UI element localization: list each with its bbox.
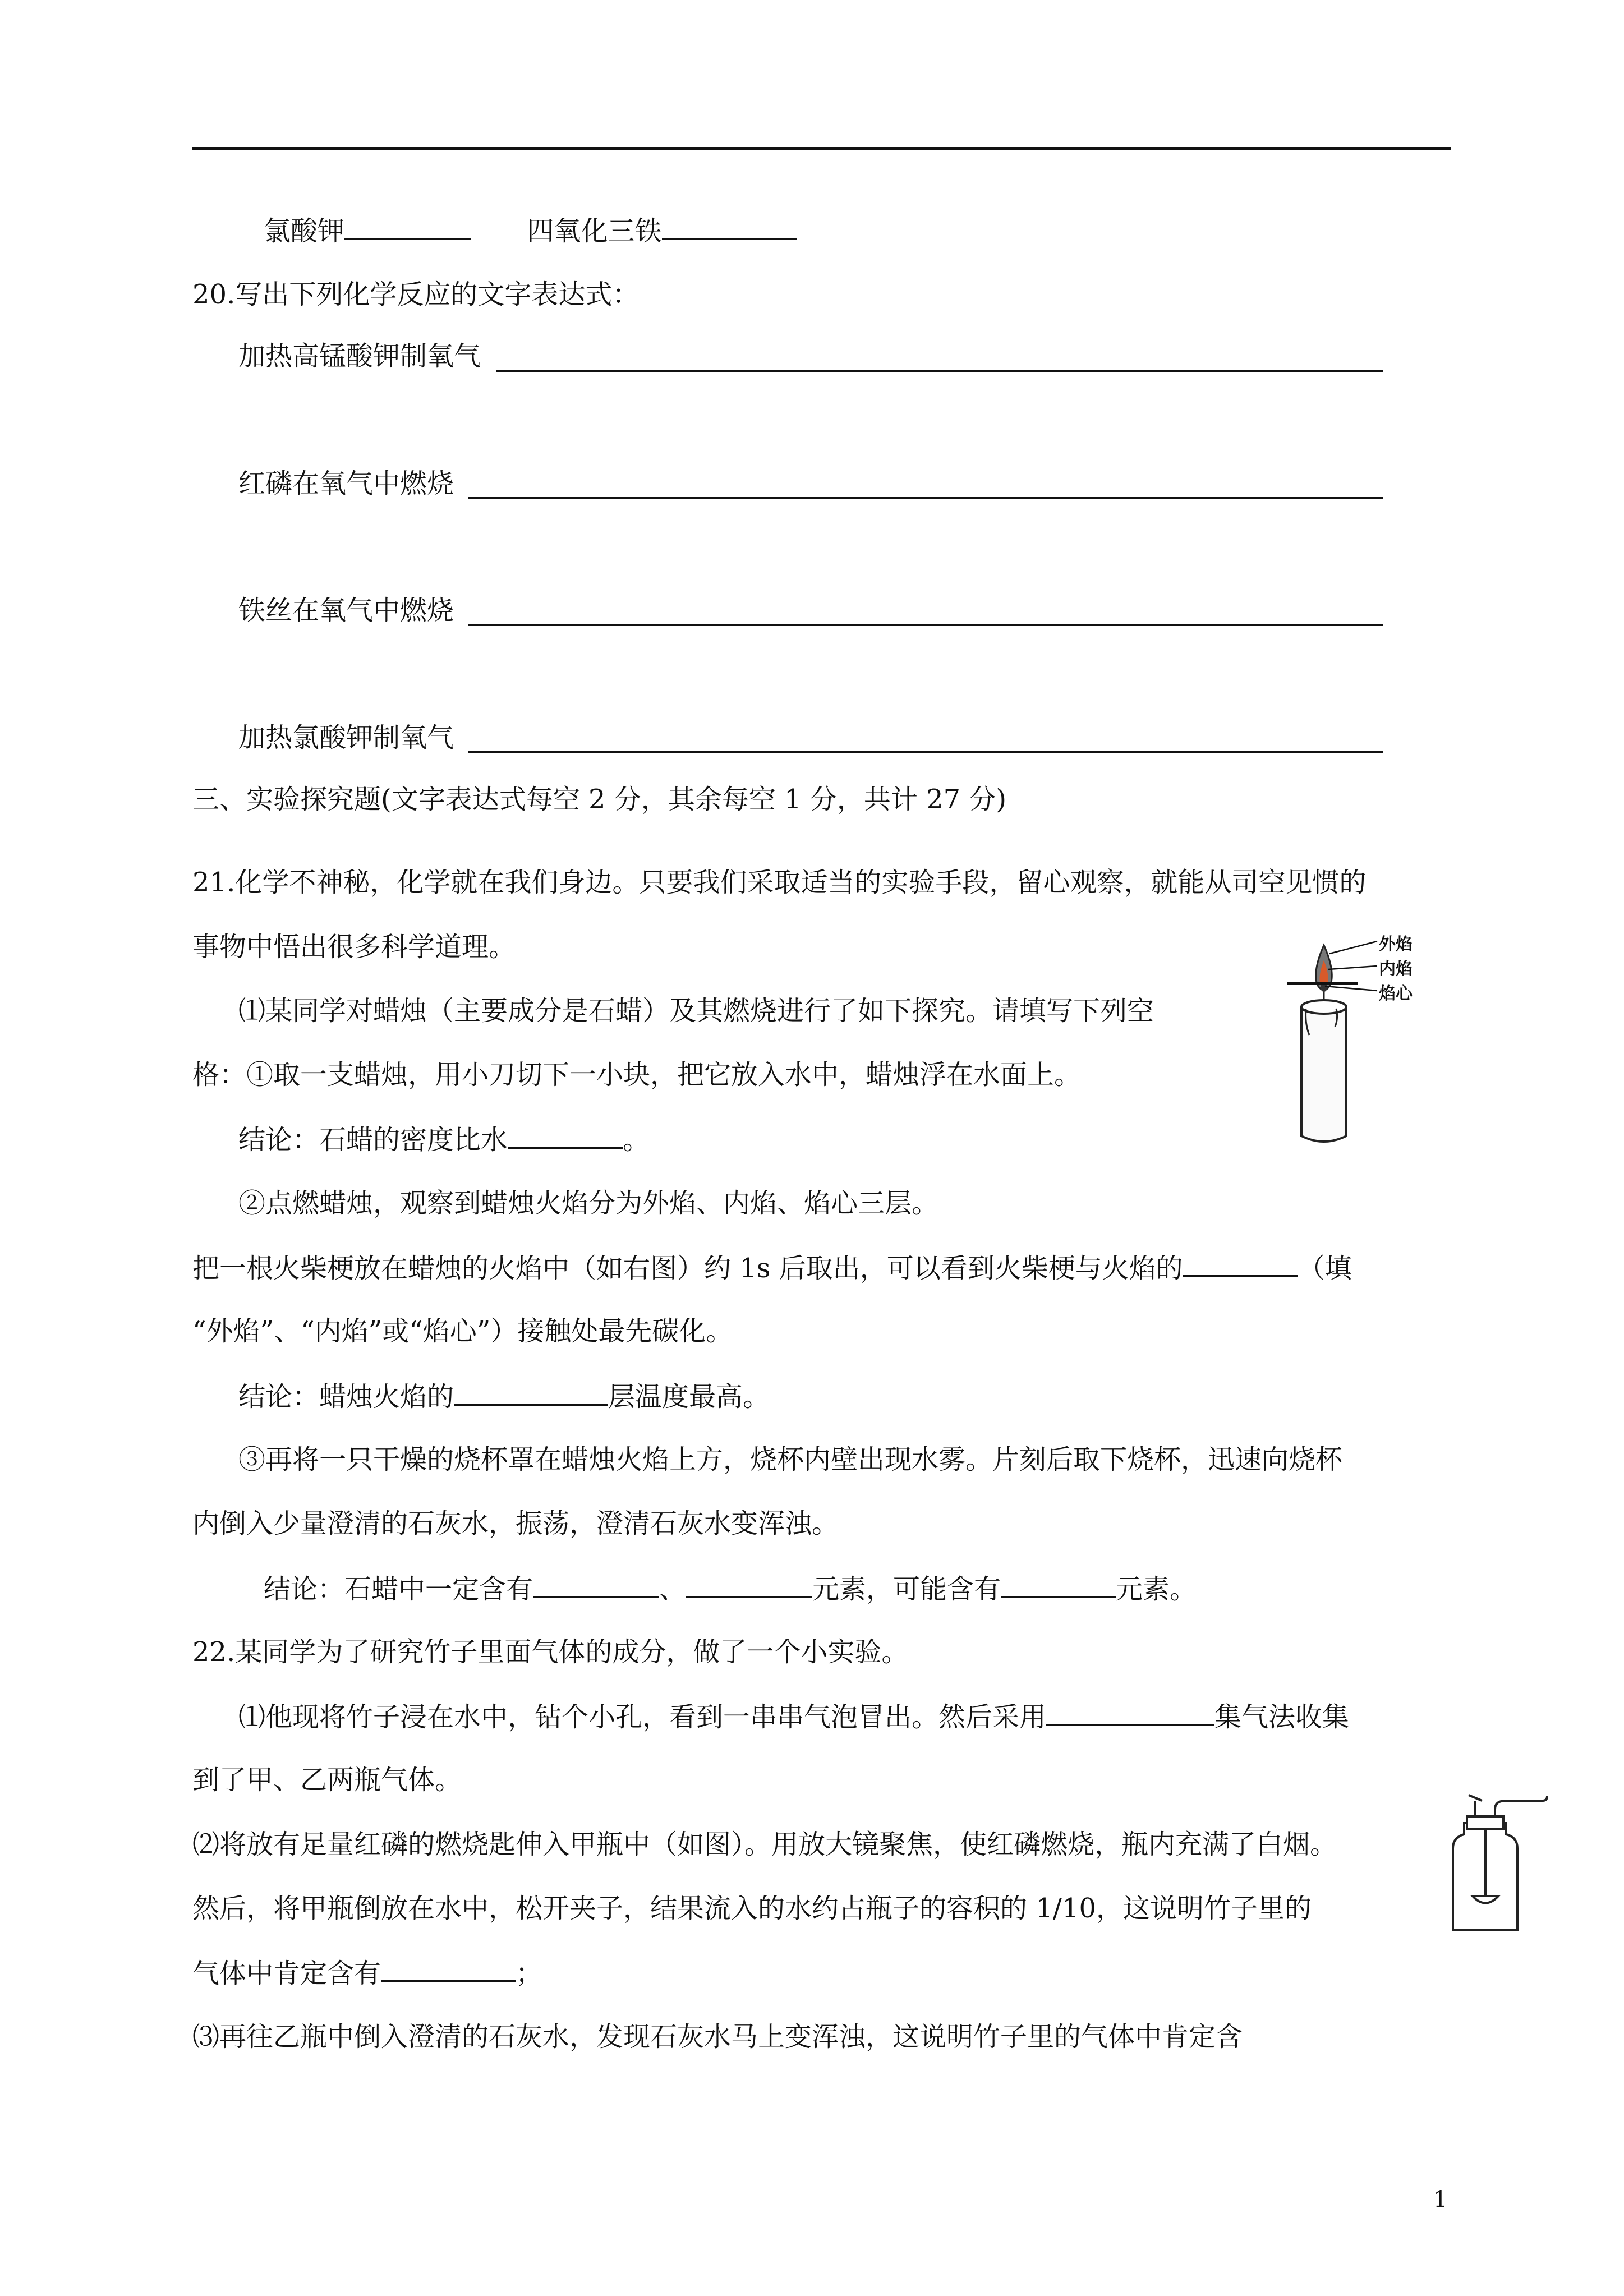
q21-blank-hottest[interactable]	[454, 1378, 608, 1406]
q21-blank-element-1[interactable]	[533, 1570, 659, 1598]
gas-bottle-illustration	[1436, 1784, 1548, 1935]
q21-c3-a: 结论：石蜡中一定含有	[264, 1573, 533, 1605]
q21-c3-d: 元素。	[1116, 1573, 1197, 1605]
header-rule	[192, 147, 1451, 150]
q20-answer-line-2[interactable]	[468, 497, 1383, 499]
q21-c3-c: 元素，可能含有	[812, 1573, 1001, 1605]
q20-item-2: 红磷在氧气中燃烧	[238, 468, 454, 499]
q22-p1-post: 集气法收集	[1214, 1701, 1350, 1733]
candle-illustration	[1262, 926, 1453, 1156]
q21-p4-pre: 把一根火柴梗放在蜡烛的火焰中（如右图）约 1s 后取出，可以看到火柴梗与火焰的	[192, 1253, 1183, 1284]
q19-item-b: 四氧化三铁	[527, 215, 662, 247]
q22-p4: 然后，将甲瓶倒放在水中，松开夹子，结果流入的水约占瓶子的容积的 1/10，这说明竹子里的	[192, 1893, 1312, 1924]
q21-p4	[192, 1249, 1352, 1286]
label-outer-flame: 外焰	[1379, 935, 1413, 954]
q21-p1: ⑴某同学对蜡烛（主要成分是石蜡）及其燃烧进行了如下探究。请填写下列空	[238, 995, 1154, 1027]
q19-blank-b[interactable]	[662, 212, 797, 240]
candle-flame-figure	[1262, 926, 1453, 1156]
q22-p6: ⑶再往乙瓶中倒入澄清的石灰水，发现石灰水马上变浑浊，这说明竹子里的气体中肯定含	[192, 2021, 1243, 2053]
q21-conclusion-2	[238, 1378, 770, 1415]
q19-item-a: 氯酸钾	[264, 215, 345, 247]
q22-line-1: 22.某同学为了研究竹子里面气体的成分，做了一个小实验。	[192, 1636, 909, 1668]
q21-p6: ③再将一只干燥的烧杯罩在蜡烛火焰上方，烧杯内壁出现水雾。片刻后取下烧杯，迅速向烧杯	[238, 1444, 1343, 1475]
q20-title: 20.写出下列化学反应的文字表达式：	[192, 279, 640, 310]
q20-item-3: 铁丝在氧气中燃烧	[238, 595, 454, 626]
q22-p3: ⑵将放有足量红磷的燃烧匙伸入甲瓶中（如图）。用放大镜聚焦，使红磷燃烧，瓶内充满了白烟。	[192, 1829, 1337, 1860]
q20-item-1: 加热高锰酸钾制氧气	[238, 341, 481, 372]
q21-p7: 内倒入少量澄清的石灰水，振荡，澄清石灰水变浑浊。	[192, 1508, 839, 1539]
q21-c2-pre: 结论：蜡烛火焰的	[238, 1381, 454, 1412]
q21-conclusion-3	[264, 1570, 1197, 1607]
q22-p5	[192, 1954, 542, 1991]
q21-blank-element-3[interactable]	[1001, 1570, 1116, 1598]
q21-line-2: 事物中悟出很多科学道理。	[192, 931, 516, 963]
q19-line	[264, 212, 797, 249]
q21-blank-density[interactable]	[508, 1121, 623, 1149]
label-inner-flame: 内焰	[1379, 959, 1413, 979]
q21-p5: “外焰”、“内焰”或“焰心”）接触处最先碳化。	[192, 1315, 733, 1347]
q22-blank-gas[interactable]	[381, 1954, 516, 1982]
q22-p5-pre: 气体中肯定含有	[192, 1958, 381, 1989]
q21-c1-pre: 结论：石蜡的密度比水	[238, 1124, 508, 1156]
q21-c1-post: 。	[623, 1124, 650, 1156]
section3-title: 三、实验探究题(文字表达式每空 2 分，其余每空 1 分，共计 27 分)	[192, 784, 1007, 815]
q21-line-1: 21.化学不神秘，化学就在我们身边。只要我们采取适当的实验手段，留心观察，就能从司空见惯的	[192, 867, 1367, 898]
q22-blank-collection-method[interactable]	[1046, 1698, 1214, 1726]
q21-p2: 格：①取一支蜡烛，用小刀切下一小块，把它放入水中，蜡烛浮在水面上。	[192, 1059, 1082, 1091]
q21-conclusion-1	[238, 1121, 650, 1158]
q22-p1-pre: ⑴他现将竹子浸在水中，钻个小孔，看到一串串气泡冒出。然后采用	[238, 1701, 1047, 1733]
q22-p5-post: ；	[516, 1958, 543, 1989]
q21-c3-b: 、	[659, 1573, 687, 1605]
q21-c2-post: 层温度最高。	[608, 1381, 770, 1412]
q20-item-4: 加热氯酸钾制氧气	[238, 722, 454, 753]
q21-p4-post: （填	[1298, 1253, 1352, 1284]
q19-blank-a[interactable]	[344, 212, 471, 240]
q22-p2: 到了甲、乙两瓶气体。	[192, 1764, 462, 1796]
bottle-spoon-figure	[1436, 1784, 1548, 1935]
page-number: 1	[1433, 2187, 1448, 2212]
q21-blank-flame-layer[interactable]	[1183, 1249, 1298, 1277]
q20-answer-line-3[interactable]	[468, 624, 1383, 626]
q22-p1	[238, 1698, 1349, 1735]
q21-p3: ②点燃蜡烛，观察到蜡烛火焰分为外焰、内焰、焰心三层。	[238, 1188, 939, 1219]
q20-answer-line-4[interactable]	[468, 751, 1383, 753]
q21-blank-element-2[interactable]	[686, 1570, 812, 1598]
q20-answer-line-1[interactable]	[496, 370, 1383, 372]
label-flame-core: 焰心	[1379, 984, 1413, 1004]
